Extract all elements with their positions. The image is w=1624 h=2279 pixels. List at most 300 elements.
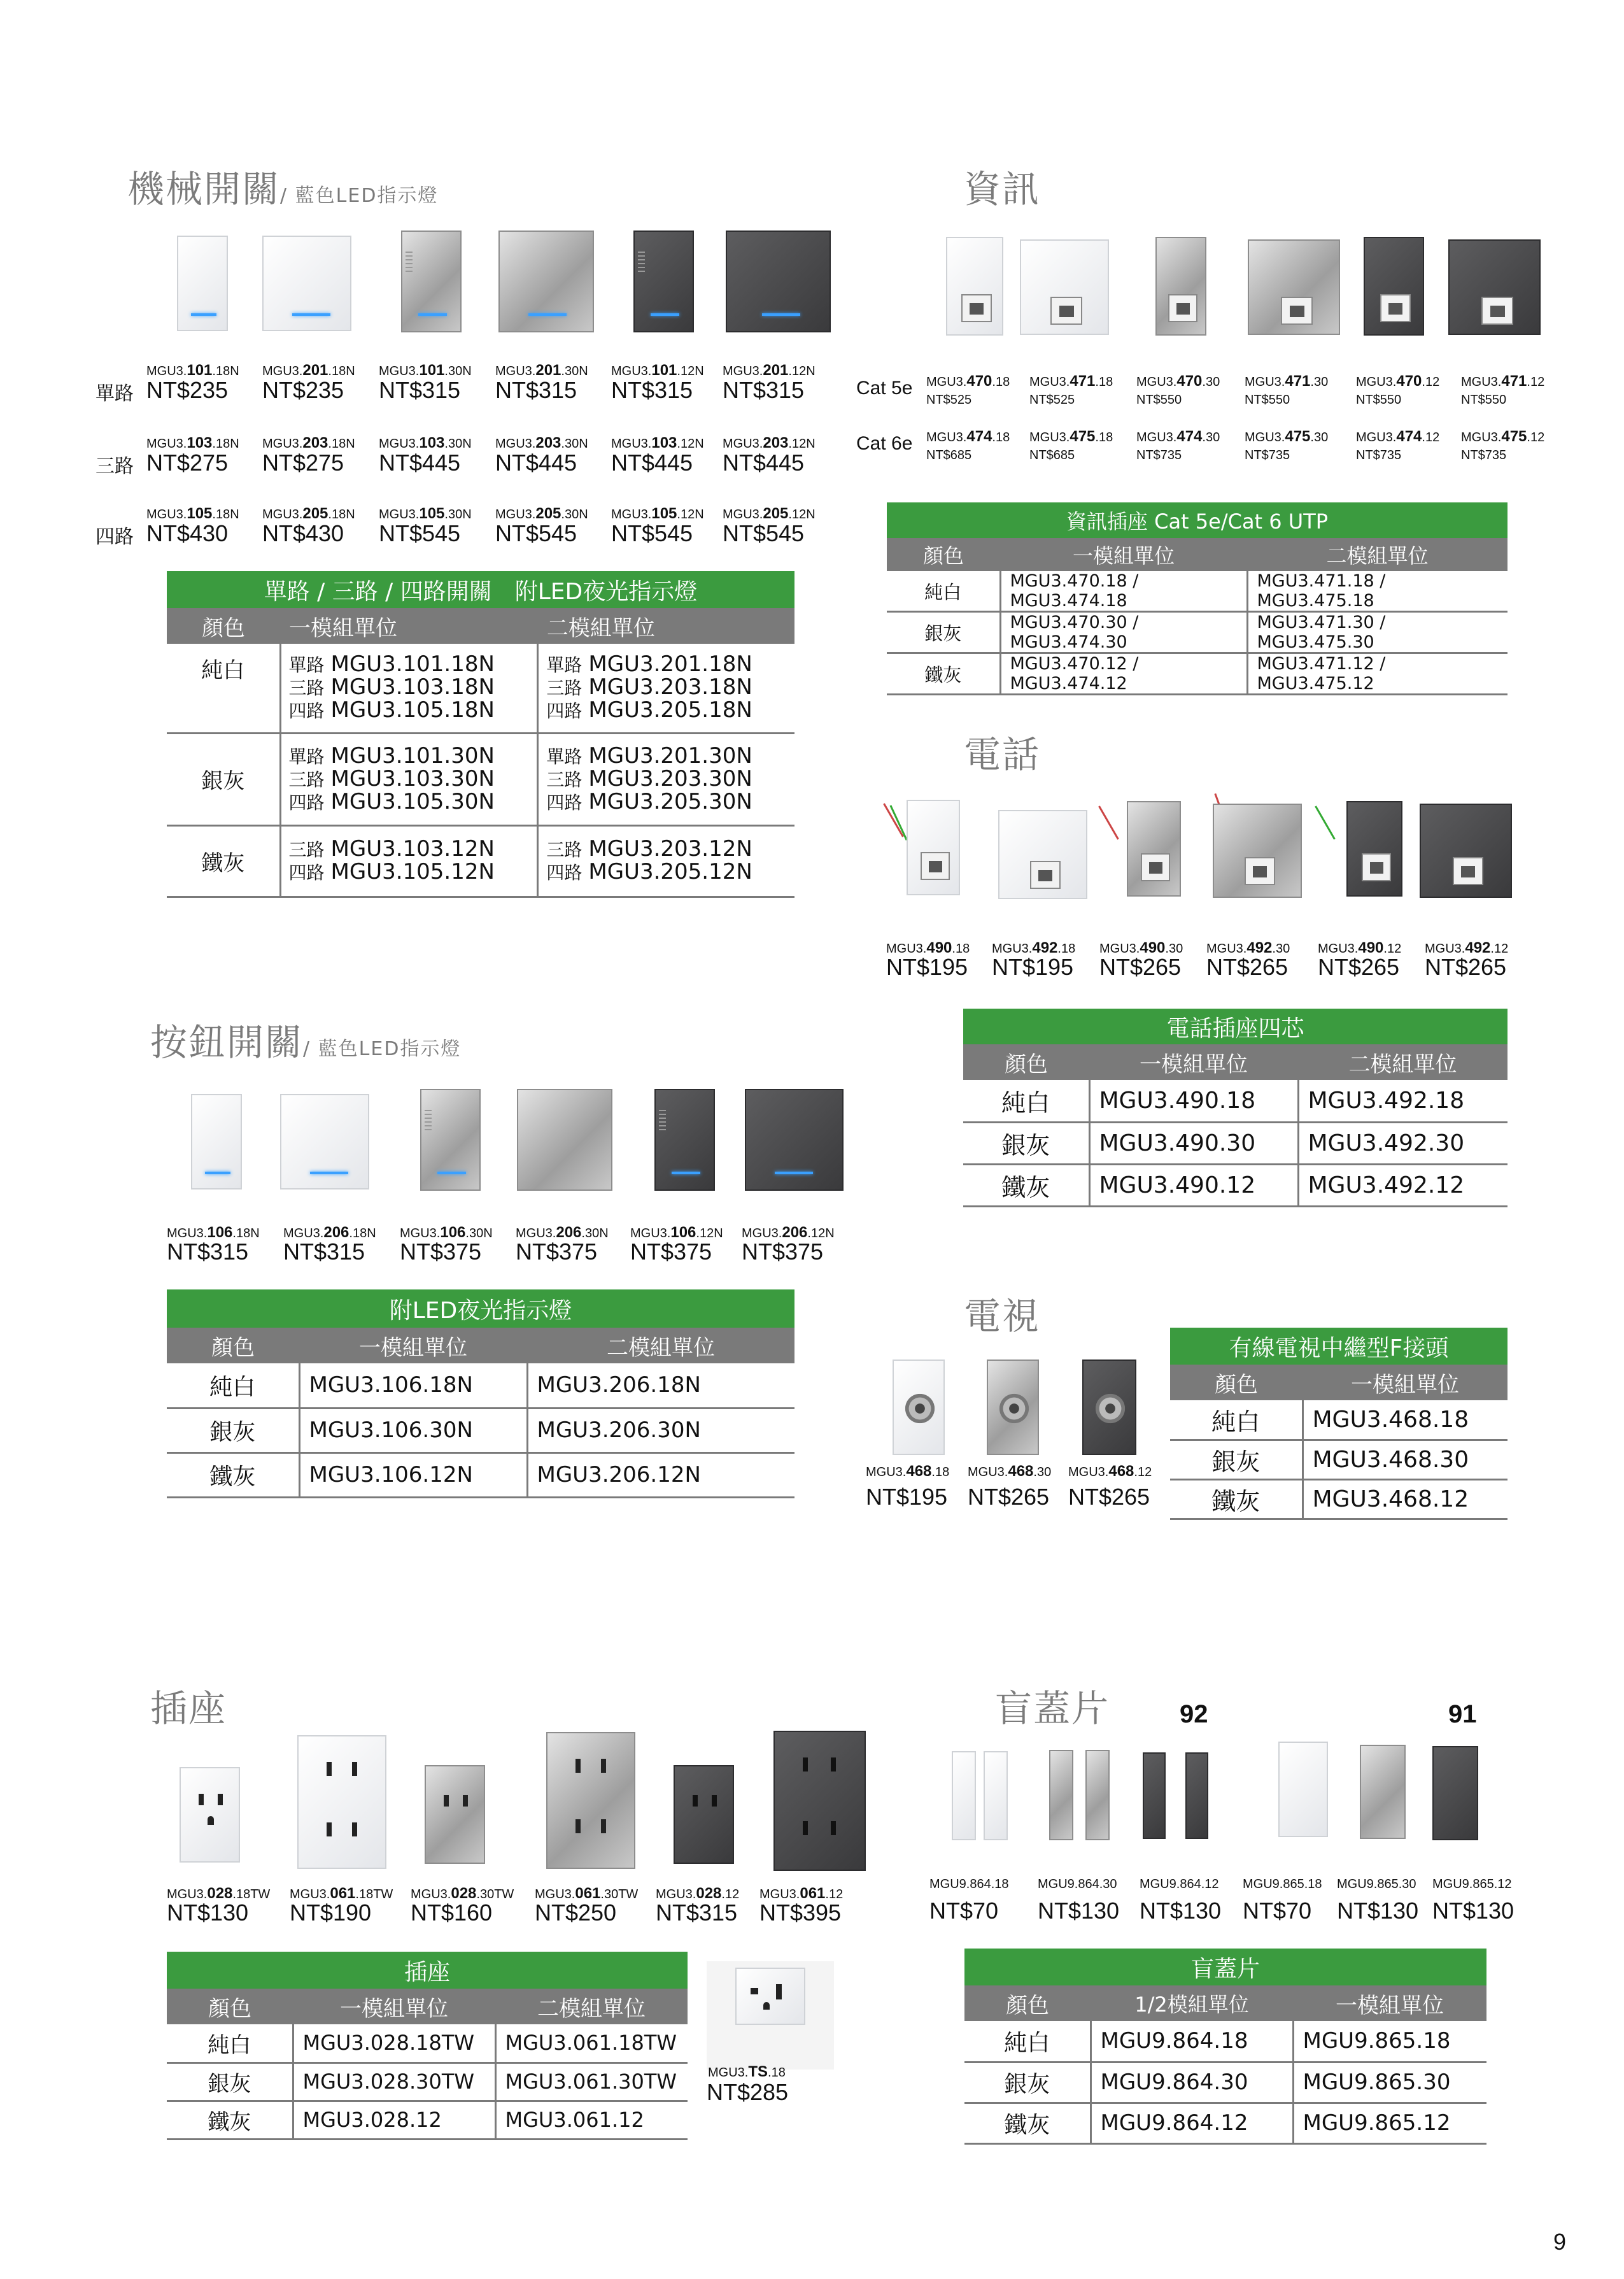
model-cell: MGU9.864.12 xyxy=(1091,2103,1293,2143)
table-row xyxy=(167,1363,794,1408)
product-code: MGU9.865.18 xyxy=(1243,1877,1322,1891)
model-line: 四路 MGU3.205.12N xyxy=(546,859,752,884)
product-price: NT$550 xyxy=(1356,393,1402,407)
model-cell: MGU3.490.18 xyxy=(1089,1080,1298,1122)
product-code: MGU3.205.18N xyxy=(262,505,355,522)
table-row xyxy=(167,2062,688,2101)
data-row-label-cat6e: Cat 6e xyxy=(856,433,913,454)
model-line: 四路 MGU3.105.30N xyxy=(288,788,495,814)
model-line: 三路 MGU3.103.12N xyxy=(288,836,495,862)
product-code: MGU3.106.12N xyxy=(630,1224,723,1241)
product-code: MGU3.470.12 xyxy=(1356,373,1440,390)
product-code: MGU3.101.12N xyxy=(611,362,704,379)
product-code: MGU3.490.30 xyxy=(1099,939,1183,956)
product-price: NT$315 xyxy=(611,377,693,403)
product-code: MGU3.103.30N xyxy=(379,434,472,451)
product-price: NT$735 xyxy=(1461,448,1507,462)
product-code: MGU3.205.12N xyxy=(723,505,816,522)
tv-image-white xyxy=(893,1360,945,1455)
product-code: MGU3.103.12N xyxy=(611,434,704,451)
table-row xyxy=(887,653,1507,695)
model-cell: MGU3.028.12 xyxy=(293,2101,495,2139)
model-cell: MGU3.468.18 xyxy=(1303,1400,1507,1440)
blank-image-graphite-half xyxy=(1185,1752,1208,1839)
color-cell: 純白 xyxy=(887,571,1000,612)
product-price: NT$265 xyxy=(1206,954,1289,980)
product-price: NT$735 xyxy=(1136,448,1182,462)
product-code: MGU3.474.18 xyxy=(926,428,1010,445)
mech-row-label-four: 四路 xyxy=(95,526,134,548)
table-header: 二模組單位 xyxy=(538,608,794,644)
color-cell: 鐵灰 xyxy=(963,1164,1089,1206)
outlet-ts-code: MGU3.TS.18 xyxy=(708,2063,786,2080)
model-line: 三路 MGU3.203.30N xyxy=(546,765,752,792)
model-cell: MGU3.471.30 / MGU3.475.30 xyxy=(1247,612,1507,653)
model-cell: MGU3.470.30 / MGU3.474.30 xyxy=(1000,612,1247,653)
table-title: 附LED夜光指示燈 xyxy=(167,1289,794,1328)
table-header: 二模組單位 xyxy=(527,1328,794,1363)
color-cell: 鐵灰 xyxy=(964,2103,1091,2143)
table-header: 顏色 xyxy=(1170,1365,1303,1400)
product-price: NT$550 xyxy=(1136,393,1182,407)
table-header: 一模組單位 xyxy=(1089,1044,1298,1080)
product-price: NT$275 xyxy=(146,450,229,476)
table-row xyxy=(963,1164,1507,1206)
model-cell: MGU3.028.18TW xyxy=(293,2024,495,2062)
product-price: NT$265 xyxy=(1099,954,1182,980)
table-header: 1/2模組單位 xyxy=(1091,1985,1293,2021)
outlet-image-graphite-2m xyxy=(773,1731,866,1871)
blank-image-silver-half xyxy=(1085,1750,1110,1840)
table-row xyxy=(167,733,794,825)
product-price: NT$195 xyxy=(866,1484,948,1510)
table-title: 電話插座四芯 xyxy=(963,1009,1507,1044)
model-line: 單路 MGU3.101.30N xyxy=(288,742,495,769)
color-cell: 純白 xyxy=(167,644,280,733)
table-header: 二模組單位 xyxy=(495,1989,688,2024)
outlet-ts-image xyxy=(707,1961,834,2070)
model-cell: MGU3.106.18N xyxy=(299,1363,527,1408)
product-price: NT$445 xyxy=(495,450,577,476)
switch-image-silver-2m xyxy=(498,231,594,332)
mech-switch-table xyxy=(167,571,794,898)
blank-mark-91: 91 xyxy=(1448,1700,1477,1728)
phone-image-white-1m xyxy=(907,800,960,895)
product-price: NT$130 xyxy=(1337,1898,1419,1924)
model-cell xyxy=(538,825,794,897)
table-row xyxy=(167,644,794,733)
product-price: NT$265 xyxy=(1425,954,1507,980)
product-code: MGU3.471.18 xyxy=(1029,373,1113,390)
product-code: MGU3.475.18 xyxy=(1029,428,1113,445)
product-price: NT$265 xyxy=(1318,954,1400,980)
model-cell: MGU9.865.30 xyxy=(1293,2062,1486,2103)
outlet-image-white-1m xyxy=(180,1767,240,1863)
product-code: MGU3.206.18N xyxy=(283,1224,376,1241)
data-image-graphite-2m xyxy=(1448,239,1541,335)
product-price: NT$315 xyxy=(723,377,805,403)
product-price: NT$235 xyxy=(146,377,229,403)
table-title: 盲蓋片 xyxy=(964,1949,1486,1985)
product-code: MGU3.468.12 xyxy=(1068,1463,1152,1480)
switch-image-graphite-2m xyxy=(726,231,831,332)
blank-table xyxy=(964,1949,1486,2145)
table-title: 資訊插座 Cat 5e/Cat 6 UTP xyxy=(887,502,1507,538)
outlet-image-graphite-1m xyxy=(674,1765,734,1864)
product-code: MGU3.061.30TW xyxy=(535,1885,639,1902)
blank-title: 盲蓋片 xyxy=(995,1687,1110,1730)
product-code: MGU3.106.18N xyxy=(167,1224,260,1241)
data-image-white-1m xyxy=(946,237,1003,336)
model-cell: MGU3.028.30TW xyxy=(293,2062,495,2101)
product-code: MGU3.106.30N xyxy=(400,1224,493,1241)
product-code: MGU3.475.30 xyxy=(1245,428,1329,445)
color-cell: 銀灰 xyxy=(167,2062,293,2101)
table-row xyxy=(167,2101,688,2139)
product-price: NT$195 xyxy=(992,954,1074,980)
product-code: MGU3.203.12N xyxy=(723,434,816,451)
color-cell: 銀灰 xyxy=(167,1408,299,1452)
product-code: MGU3.028.12 xyxy=(656,1885,740,1902)
color-cell: 純白 xyxy=(167,1363,299,1408)
product-price: NT$275 xyxy=(262,450,344,476)
product-code: MGU3.470.18 xyxy=(926,373,1010,390)
product-code: MGU3.101.18N xyxy=(146,362,239,379)
product-price: NT$545 xyxy=(495,520,577,546)
model-cell: MGU3.492.12 xyxy=(1298,1164,1507,1206)
product-price: NT$685 xyxy=(926,448,972,462)
table-title: 插座 xyxy=(167,1952,688,1989)
phone-image-silver-2m xyxy=(1213,804,1302,898)
phone-image-silver-1m xyxy=(1127,801,1181,897)
blank-mark-92: 92 xyxy=(1180,1700,1208,1728)
switch-image-white-1m xyxy=(177,236,228,331)
product-code: MGU3.201.18N xyxy=(262,362,355,379)
table-header: 一模組單位 xyxy=(299,1328,527,1363)
color-cell: 銀灰 xyxy=(963,1122,1089,1164)
phone-image-white-2m xyxy=(998,810,1087,899)
table-header: 顏色 xyxy=(964,1985,1091,2021)
product-code: MGU9.865.30 xyxy=(1337,1877,1416,1891)
color-cell: 純白 xyxy=(964,2021,1091,2062)
tv-table xyxy=(1170,1328,1507,1520)
model-line: 三路 MGU3.103.30N xyxy=(288,765,495,792)
product-price: NT$545 xyxy=(723,520,805,546)
table-header: 一模組單位 xyxy=(293,1989,495,2024)
model-line: 單路 MGU3.101.18N xyxy=(288,651,495,678)
product-price: NT$375 xyxy=(400,1239,482,1265)
product-price: NT$315 xyxy=(167,1239,249,1265)
model-cell xyxy=(538,644,794,733)
product-code: MGU9.864.12 xyxy=(1140,1877,1219,1891)
blank-image-graphite-1m xyxy=(1432,1746,1478,1840)
color-cell: 銀灰 xyxy=(167,733,280,825)
model-cell: MGU3.468.12 xyxy=(1303,1479,1507,1519)
model-line: 三路 MGU3.103.18N xyxy=(288,674,495,700)
switch-image-silver-1m xyxy=(401,231,462,332)
tv-image-silver xyxy=(987,1360,1039,1455)
product-code: MGU3.492.30 xyxy=(1206,939,1290,956)
product-code: MGU3.203.18N xyxy=(262,434,355,451)
product-code: MGU3.201.30N xyxy=(495,362,588,379)
table-row xyxy=(964,2062,1486,2103)
table-row xyxy=(887,571,1507,612)
model-line: 三路 MGU3.203.12N xyxy=(546,836,752,862)
outlet-table xyxy=(167,1952,688,2140)
product-code: MGU3.492.12 xyxy=(1425,939,1509,956)
data-title: 資訊 xyxy=(964,167,1041,211)
product-price: NT$430 xyxy=(262,520,344,546)
model-cell: MGU3.471.18 / MGU3.475.18 xyxy=(1247,571,1507,612)
product-code: MGU3.471.30 xyxy=(1245,373,1329,390)
push-image-silver-2m xyxy=(517,1089,612,1191)
blank-image-white-half xyxy=(984,1751,1008,1840)
model-line: 四路 MGU3.205.30N xyxy=(546,788,752,814)
product-price: NT$195 xyxy=(886,954,968,980)
model-cell: MGU3.470.12 / MGU3.474.12 xyxy=(1000,653,1247,695)
mech-row-label-three: 三路 xyxy=(95,455,134,478)
model-cell: MGU3.470.18 / MGU3.474.18 xyxy=(1000,571,1247,612)
table-row xyxy=(1170,1479,1507,1519)
model-cell: MGU3.106.30N xyxy=(299,1408,527,1452)
product-price: NT$235 xyxy=(262,377,344,403)
push-switch-table xyxy=(167,1289,794,1498)
product-code: MGU9.865.12 xyxy=(1432,1877,1512,1891)
table-row xyxy=(167,825,794,897)
product-price: NT$250 xyxy=(535,1899,617,1926)
product-price: NT$550 xyxy=(1245,393,1290,407)
outlet-ts-price: NT$285 xyxy=(707,2079,789,2105)
data-image-silver-1m xyxy=(1155,237,1206,336)
table-header: 一模組單位 xyxy=(1293,1985,1486,2021)
table-title: 單路 / 三路 / 四路開關 附LED夜光指示燈 xyxy=(167,571,794,608)
model-line: 四路 MGU3.105.12N xyxy=(288,859,495,884)
product-code: MGU3.203.30N xyxy=(495,434,588,451)
model-cell: MGU9.864.30 xyxy=(1091,2062,1293,2103)
model-cell: MGU3.471.12 / MGU3.475.12 xyxy=(1247,653,1507,695)
table-header: 一模組單位 xyxy=(1303,1365,1507,1400)
model-cell: MGU3.468.30 xyxy=(1303,1440,1507,1479)
product-code: MGU3.061.12 xyxy=(759,1885,844,1902)
page-number: 9 xyxy=(1553,2229,1567,2255)
color-cell: 純白 xyxy=(963,1080,1089,1122)
color-cell: 銀灰 xyxy=(1170,1440,1303,1479)
table-row xyxy=(964,2103,1486,2143)
product-code: MGU3.474.30 xyxy=(1136,428,1220,445)
table-header: 一模組單位 xyxy=(280,608,538,644)
product-code: MGU9.864.18 xyxy=(929,1877,1009,1891)
blank-image-white-half xyxy=(952,1751,976,1840)
model-cell: MGU3.061.30TW xyxy=(495,2062,688,2101)
model-cell xyxy=(538,733,794,825)
model-cell: MGU3.206.18N xyxy=(527,1363,794,1408)
product-code: MGU3.061.18TW xyxy=(290,1885,393,1902)
phone-title: 電話 xyxy=(964,733,1041,776)
data-row-label-cat5e: Cat 5e xyxy=(856,378,913,399)
product-code: MGU3.105.30N xyxy=(379,505,472,522)
model-cell: MGU9.865.12 xyxy=(1293,2103,1486,2143)
blank-image-graphite-half xyxy=(1143,1752,1166,1839)
model-line: 單路 MGU3.201.18N xyxy=(546,651,752,678)
push-switch-title: 按鈕開關/ 藍色LED指示燈 xyxy=(150,1021,462,1064)
product-price: NT$375 xyxy=(516,1239,598,1265)
model-cell: MGU3.106.12N xyxy=(299,1452,527,1497)
data-image-graphite-1m xyxy=(1364,237,1424,336)
table-row xyxy=(963,1122,1507,1164)
switch-image-white-2m xyxy=(262,236,351,331)
color-cell: 鐵灰 xyxy=(887,653,1000,695)
model-line: 三路 MGU3.203.18N xyxy=(546,674,752,700)
model-cell xyxy=(280,644,538,733)
table-row xyxy=(167,2024,688,2062)
model-line: 單路 MGU3.201.30N xyxy=(546,742,752,769)
blank-image-silver-half xyxy=(1049,1750,1073,1840)
product-price: NT$735 xyxy=(1356,448,1402,462)
tv-title: 電視 xyxy=(964,1295,1041,1338)
product-price: NT$545 xyxy=(611,520,693,546)
push-image-silver-1m xyxy=(420,1089,481,1191)
model-cell: MGU3.206.30N xyxy=(527,1408,794,1452)
product-price: NT$160 xyxy=(411,1899,493,1926)
table-header: 二模組單位 xyxy=(1298,1044,1507,1080)
model-line: 四路 MGU3.205.18N xyxy=(546,697,752,723)
product-code: MGU3.474.12 xyxy=(1356,428,1440,445)
product-price: NT$130 xyxy=(167,1899,249,1926)
product-price: NT$315 xyxy=(379,377,461,403)
model-cell xyxy=(280,825,538,897)
data-table xyxy=(887,502,1507,695)
product-code: MGU3.490.12 xyxy=(1318,939,1402,956)
product-price: NT$265 xyxy=(968,1484,1050,1510)
tv-image-graphite xyxy=(1082,1360,1136,1455)
product-code: MGU3.468.30 xyxy=(968,1463,1052,1480)
model-cell: MGU3.061.12 xyxy=(495,2101,688,2139)
phone-table xyxy=(963,1009,1507,1207)
product-price: NT$525 xyxy=(1029,393,1075,407)
product-code: MGU3.028.30TW xyxy=(411,1885,514,1902)
model-cell: MGU9.865.18 xyxy=(1293,2021,1486,2062)
product-code: MGU3.468.18 xyxy=(866,1463,950,1480)
product-code: MGU3.206.30N xyxy=(516,1224,609,1241)
model-line: 四路 MGU3.105.18N xyxy=(288,697,495,723)
table-row xyxy=(963,1080,1507,1122)
model-cell: MGU9.864.18 xyxy=(1091,2021,1293,2062)
product-price: NT$550 xyxy=(1461,393,1507,407)
product-price: NT$190 xyxy=(290,1899,372,1926)
product-code: MGU9.864.30 xyxy=(1038,1877,1117,1891)
product-code: MGU3.492.18 xyxy=(992,939,1076,956)
product-price: NT$315 xyxy=(283,1239,365,1265)
product-price: NT$70 xyxy=(1243,1898,1312,1924)
product-price: NT$70 xyxy=(929,1898,999,1924)
table-row xyxy=(887,612,1507,653)
product-code: MGU3.205.30N xyxy=(495,505,588,522)
model-cell: MGU3.061.18TW xyxy=(495,2024,688,2062)
product-price: NT$445 xyxy=(723,450,805,476)
product-price: NT$545 xyxy=(379,520,461,546)
data-image-silver-2m xyxy=(1248,239,1340,335)
product-code: MGU3.471.12 xyxy=(1461,373,1545,390)
product-price: NT$315 xyxy=(656,1899,738,1926)
product-price: NT$445 xyxy=(611,450,693,476)
product-code: MGU3.475.12 xyxy=(1461,428,1545,445)
product-price: NT$130 xyxy=(1038,1898,1120,1924)
push-image-graphite-1m xyxy=(654,1089,715,1191)
color-cell: 鐵灰 xyxy=(167,2101,293,2139)
product-price: NT$735 xyxy=(1245,448,1290,462)
product-price: NT$130 xyxy=(1432,1898,1515,1924)
product-price: NT$685 xyxy=(1029,448,1075,462)
product-code: MGU3.105.18N xyxy=(146,505,239,522)
data-image-white-2m xyxy=(1020,239,1109,335)
product-price: NT$375 xyxy=(742,1239,824,1265)
table-row xyxy=(167,1408,794,1452)
color-cell: 純白 xyxy=(1170,1400,1303,1440)
model-cell xyxy=(280,733,538,825)
table-header: 顏色 xyxy=(167,608,280,644)
product-price: NT$525 xyxy=(926,393,972,407)
model-cell: MGU3.206.12N xyxy=(527,1452,794,1497)
color-cell: 鐵灰 xyxy=(167,1452,299,1497)
outlet-image-silver-1m xyxy=(425,1765,485,1864)
outlet-title: 插座 xyxy=(150,1687,227,1730)
outlet-image-white-2m xyxy=(297,1735,386,1869)
table-header: 顏色 xyxy=(167,1328,299,1363)
product-price: NT$315 xyxy=(495,377,577,403)
table-row xyxy=(1170,1400,1507,1440)
model-cell: MGU3.492.18 xyxy=(1298,1080,1507,1122)
table-row xyxy=(964,2021,1486,2062)
phone-image-graphite-2m xyxy=(1420,804,1512,898)
color-cell: 純白 xyxy=(167,2024,293,2062)
color-cell: 銀灰 xyxy=(964,2062,1091,2103)
product-price: NT$265 xyxy=(1068,1484,1150,1510)
product-price: NT$395 xyxy=(759,1899,842,1926)
table-header: 顏色 xyxy=(963,1044,1089,1080)
push-image-graphite-2m xyxy=(745,1089,844,1191)
model-cell: MGU3.492.30 xyxy=(1298,1122,1507,1164)
product-code: MGU3.201.12N xyxy=(723,362,816,379)
product-code: MGU3.105.12N xyxy=(611,505,704,522)
outlet-image-silver-2m xyxy=(546,1732,635,1869)
color-cell: 銀灰 xyxy=(887,612,1000,653)
product-code: MGU3.103.18N xyxy=(146,434,239,451)
product-code: MGU3.206.12N xyxy=(742,1224,835,1241)
product-code: MGU3.490.18 xyxy=(886,939,970,956)
table-header: 顏色 xyxy=(167,1989,293,2024)
table-title: 有線電視中繼型F接頭 xyxy=(1170,1328,1507,1365)
product-code: MGU3.101.30N xyxy=(379,362,472,379)
table-row xyxy=(167,1452,794,1497)
switch-image-graphite-1m xyxy=(633,231,694,332)
table-header: 顏色 xyxy=(887,538,1000,571)
table-header: 一模組單位 xyxy=(1000,538,1247,571)
blank-image-silver-1m xyxy=(1360,1745,1406,1839)
phone-image-graphite-1m xyxy=(1346,801,1402,897)
product-code: MGU3.028.18TW xyxy=(167,1885,271,1902)
product-price: NT$445 xyxy=(379,450,461,476)
blank-image-white-1m xyxy=(1278,1742,1328,1837)
product-code: MGU3.470.30 xyxy=(1136,373,1220,390)
table-row xyxy=(1170,1440,1507,1479)
mech-row-label-single: 單路 xyxy=(95,383,134,405)
model-cell: MGU3.490.12 xyxy=(1089,1164,1298,1206)
table-header: 二模組單位 xyxy=(1247,538,1507,571)
product-price: NT$430 xyxy=(146,520,229,546)
color-cell: 鐵灰 xyxy=(1170,1479,1303,1519)
model-cell: MGU3.490.30 xyxy=(1089,1122,1298,1164)
push-image-white-1m xyxy=(191,1094,242,1189)
